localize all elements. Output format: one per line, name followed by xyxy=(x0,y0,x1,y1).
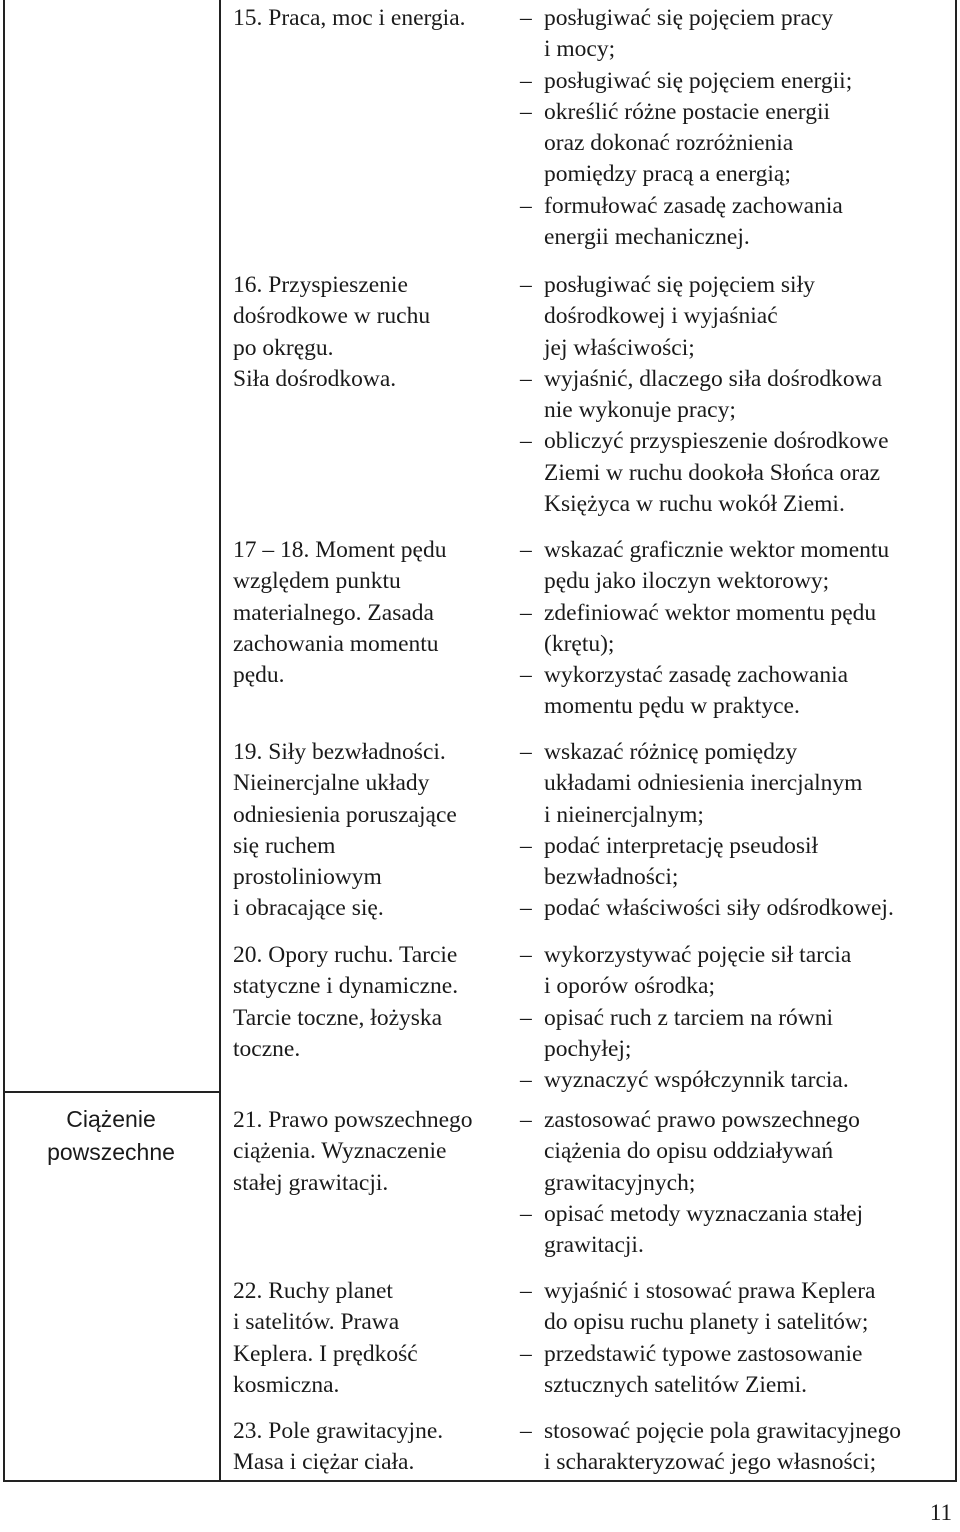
dash-bullet: – xyxy=(520,895,532,922)
goals-23 xyxy=(520,1416,960,1479)
list-item: – zastosować prawo powszechnego ciążenia do opisu oddziaływań grawitacyjnych; xyxy=(520,1107,860,1196)
column-divider xyxy=(219,0,221,1482)
goals-21 xyxy=(520,1105,960,1261)
table-border-bottom xyxy=(3,1480,957,1482)
list-item: – podać interpretację pseudosił bezwładności; xyxy=(520,832,819,891)
page-number: 11 xyxy=(929,1500,952,1525)
list-item: – wskazać różnicę pomiędzy układami odniesienia inercjalnym i nieinercjalnym; xyxy=(520,739,863,828)
list-item: – wskazać graficznie wektor momentu pędu jako iloczyn wektorowy; xyxy=(520,537,890,595)
topic-16: 16. Przyspieszenie dośrodkowe w ruchu po okręgu. Siła dośrodkowa. xyxy=(233,272,431,392)
dash-bullet: – xyxy=(520,599,532,626)
section-divider xyxy=(3,1091,219,1093)
curriculum-table xyxy=(3,0,957,1482)
list-item: – obliczyć przyspieszenie dośrodkowe Ziemi w ruchu dookoła Słońca oraz Księżyca w ruchu wokół Ziemi. xyxy=(520,428,889,518)
dash-bullet: – xyxy=(520,5,532,31)
dash-bullet: – xyxy=(520,365,532,392)
list-item: – wyjaśnić, dlaczego siła dośrodkowa nie wykonuje pracy; xyxy=(520,365,883,424)
topic-21: 21. Prawo powszechnego ciążenia. Wyznaczenie stałej grawitacji. xyxy=(233,1107,473,1196)
goals-20 xyxy=(520,940,960,1096)
table-border-left xyxy=(3,0,5,1482)
list-item: – posługiwać się pojęciem energii; xyxy=(520,66,960,97)
goals-17-18 xyxy=(520,535,960,723)
goals-22 xyxy=(520,1276,960,1401)
section-label: Ciążenie powszechne xyxy=(47,1106,175,1165)
goals-15 xyxy=(520,3,960,253)
dash-bullet: – xyxy=(520,1418,532,1444)
topic-19: 19. Siły bezwładności. Nieinercjalne układy odniesienia poruszające się ruchem prostoliniowym i obracające się. xyxy=(233,739,457,922)
list-item: – podać właściwości siły odśrodkowej. xyxy=(520,893,960,924)
list-item: – przedstawić typowe zastosowanie sztucznych satelitów Ziemi. xyxy=(520,1340,863,1398)
dash-bullet: – xyxy=(520,192,532,219)
dash-bullet: – xyxy=(520,1278,532,1304)
list-item: – formułować zasadę zachowania energii mechanicznej. xyxy=(520,192,843,251)
dash-bullet: – xyxy=(520,1340,532,1367)
dash-bullet: – xyxy=(520,1004,532,1031)
list-item: – posługiwać się pojęciem pracy i mocy; xyxy=(520,5,834,63)
dash-bullet: – xyxy=(520,272,532,298)
topic-15: 15. Praca, moc i energia. xyxy=(233,5,466,31)
dash-bullet: – xyxy=(520,1107,532,1133)
topic-23: 23. Pole grawitacyjne. Masa i ciężar ciała. xyxy=(233,1418,444,1476)
list-item: – opisać ruch z tarciem na równi pochyłej; xyxy=(520,1004,834,1062)
dash-bullet: – xyxy=(520,739,532,765)
goals-16 xyxy=(520,270,960,520)
list-item: – opisać metody wyznaczania stałej grawitacji. xyxy=(520,1200,864,1259)
list-item: – zdefiniować wektor momentu pędu (krętu); xyxy=(520,599,877,657)
goals-19 xyxy=(520,737,960,925)
list-item: – wykorzystać zasadę zachowania momentu pędu w praktyce. xyxy=(520,662,849,720)
list-item: – określić różne postacie energii oraz dokonać rozróżnienia pomiędzy pracą a energią; xyxy=(520,98,831,188)
dash-bullet: – xyxy=(520,942,532,968)
topic-22: 22. Ruchy planet i satelitów. Prawa Keplera. I prędkość kosmiczna. xyxy=(233,1278,418,1398)
dash-bullet: – xyxy=(520,832,532,859)
list-item: – wyznaczyć współczynnik tarcia. xyxy=(520,1065,960,1096)
list-item: – wykorzystywać pojęcie sił tarcia i oporów ośrodka; xyxy=(520,942,852,1000)
dash-bullet: – xyxy=(520,662,532,689)
dash-bullet: – xyxy=(520,1067,532,1094)
list-item: – wyjaśnić i stosować prawa Keplera do opisu ruchu planety i satelitów; xyxy=(520,1278,876,1336)
dash-bullet: – xyxy=(520,67,532,94)
dash-bullet: – xyxy=(520,1200,532,1227)
dash-bullet: – xyxy=(520,428,532,455)
dash-bullet: – xyxy=(520,537,532,563)
topic-17-18: 17 – 18. Moment pędu względem punktu materialnego. Zasada zachowania momentu pędu. xyxy=(233,537,447,689)
topic-20: 20. Opory ruchu. Tarcie statyczne i dynamiczne. Tarcie toczne, łożyska toczne. xyxy=(233,942,459,1062)
list-item: – posługiwać się pojęciem siły dośrodkowej i wyjaśniać jej właściwości; xyxy=(520,272,815,361)
list-item: – stosować pojęcie pola grawitacyjnego i scharakteryzować jego własności; xyxy=(520,1418,901,1476)
dash-bullet: – xyxy=(520,98,532,125)
